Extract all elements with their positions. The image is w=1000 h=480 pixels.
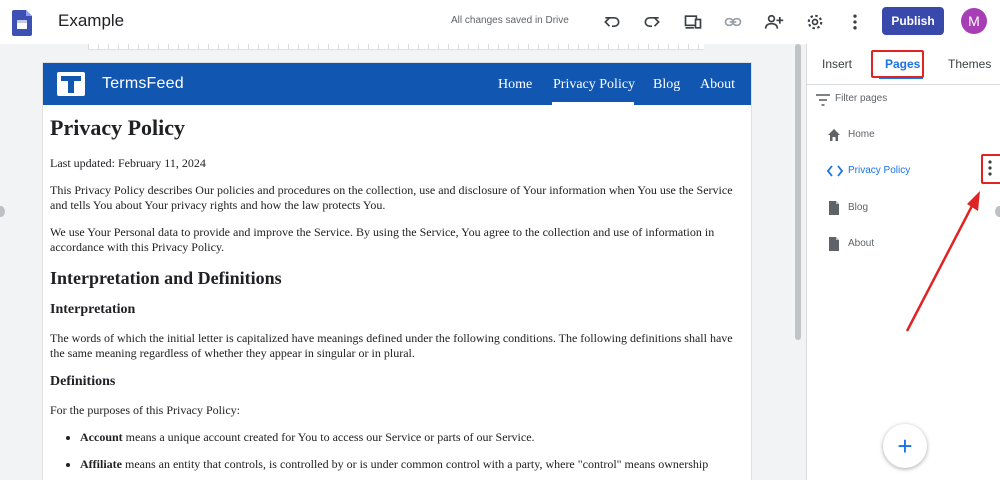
page-title: Privacy Policy <box>50 115 186 140</box>
site-header <box>43 63 752 105</box>
collapse-handle-right[interactable] <box>995 206 1000 217</box>
sites-logo-icon[interactable] <box>12 10 32 36</box>
home-icon <box>827 128 841 142</box>
collapse-handle-left[interactable] <box>0 206 5 217</box>
preview-icon[interactable] <box>681 10 705 34</box>
page-item-blog[interactable] <box>807 197 1000 221</box>
top-bar <box>0 0 1000 44</box>
subheading-interpretation: Interpretation <box>50 302 136 317</box>
page-item-label: Privacy Policy <box>848 165 911 176</box>
page-icon <box>827 237 841 251</box>
definitions-list <box>80 430 745 472</box>
settings-icon[interactable] <box>803 10 827 34</box>
page-item-label: Blog <box>848 202 869 213</box>
list-item <box>80 457 745 472</box>
definition-term: Affiliate <box>80 457 122 471</box>
save-status: All changes saved in Drive <box>451 15 569 26</box>
tab-pages[interactable]: Pages <box>885 57 921 71</box>
tab-divider <box>807 84 1000 85</box>
definition-text: means a unique account created for You to access our Service or parts of our Service. <box>122 430 535 444</box>
list-item <box>80 430 745 445</box>
link-icon[interactable] <box>721 10 745 34</box>
tab-insert[interactable]: Insert <box>822 57 853 71</box>
page-icon <box>827 201 841 215</box>
page-item-home[interactable] <box>807 124 1000 148</box>
definition-term: Account <box>80 430 123 444</box>
active-nav-indicator <box>552 102 634 105</box>
avatar[interactable]: M <box>961 8 987 34</box>
filter-icon <box>815 93 831 107</box>
tab-themes[interactable]: Themes <box>948 57 992 71</box>
nav-home[interactable]: Home <box>498 77 533 92</box>
pages-tab-annotation <box>871 50 924 78</box>
subheading-definitions: Definitions <box>50 374 116 389</box>
usage-paragraph: We use Your Personal data to provide and improve the Service. By using the Service, You agree to the collection and use of information in accordance with this Privacy Policy. <box>50 225 715 254</box>
site-page-preview[interactable] <box>42 62 752 480</box>
page-item-label: Home <box>848 129 875 140</box>
editor-canvas <box>0 44 806 480</box>
more-vert-icon[interactable] <box>843 10 867 34</box>
interpretation-paragraph: The words of which the initial letter is capitalized have meanings defined under the following conditions. The following definitions shall have the same meaning regardless of whether they appear in singular or in plural. <box>50 331 733 360</box>
definition-text: means an entity that controls, is controlled by or is under common control with a party, where "control" means ownership <box>121 457 709 471</box>
section-heading: Interpretation and Definitions <box>50 268 282 288</box>
filter-pages-input[interactable]: Filter pages <box>835 93 888 104</box>
page-item-privacy-policy[interactable] <box>807 160 1000 184</box>
intro-paragraph: This Privacy Policy describes Our policies and procedures on the collection, use and disclosure of Your information when You use the Service and tells You about Your privacy rights and how the law protects You. <box>50 183 733 212</box>
page-content <box>50 115 745 480</box>
share-icon[interactable] <box>762 10 786 34</box>
vertical-scrollbar[interactable] <box>795 44 801 340</box>
publish-button[interactable]: Publish <box>882 7 944 35</box>
undo-icon[interactable] <box>600 10 624 34</box>
add-page-button[interactable]: + <box>883 424 927 468</box>
page-item-about[interactable] <box>807 233 1000 257</box>
annotation-arrow-icon <box>807 44 1000 480</box>
nav-about[interactable]: About <box>700 77 735 92</box>
side-panel <box>806 44 1000 480</box>
page-item-label: About <box>848 238 875 249</box>
last-updated: Last updated: February 11, 2024 <box>50 156 206 170</box>
nav-privacy-policy[interactable]: Privacy Policy <box>553 77 636 92</box>
site-logo-icon <box>57 72 85 96</box>
site-name: TermsFeed <box>102 75 184 92</box>
previous-section-strip <box>88 44 704 50</box>
nav-blog[interactable]: Blog <box>653 77 681 92</box>
document-title[interactable]: Example <box>58 11 125 30</box>
page-options-annotation <box>981 154 1000 184</box>
definitions-intro: For the purposes of this Privacy Policy: <box>50 403 240 417</box>
redo-icon[interactable] <box>640 10 664 34</box>
code-icon <box>827 164 841 178</box>
